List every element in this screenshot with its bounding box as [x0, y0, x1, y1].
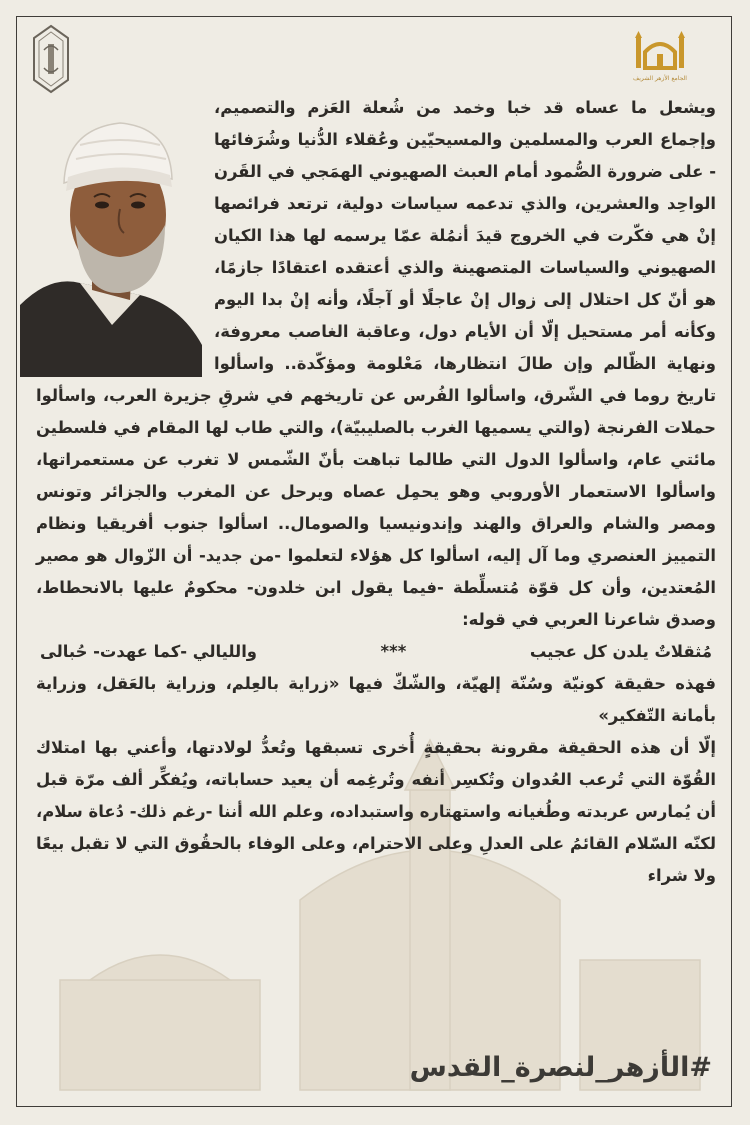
- logo-caption: الجامع الأزهر الشريف: [633, 75, 687, 82]
- al-azhar-mosque-logo-icon: [630, 30, 690, 70]
- poem-right-hemistich: مُثقلاتٌ يلدن كل عجيب: [529, 642, 712, 661]
- al-azhar-mosque-logo: [600, 30, 720, 82]
- campaign-hashtag: #الأزهر_لنصرة_القدس: [409, 1052, 712, 1083]
- poem-verse: [36, 636, 716, 668]
- al-azhar-seal-icon: [28, 24, 74, 98]
- article-paragraph: فهذه حقيقة كونيّة وسُنّة إلهيّة، والشّكّ فيها «زراية بالعِلم، وزراية بالعَقل، وزراية بأمانة التّفكير»: [36, 674, 716, 725]
- poem-separator: ***: [380, 642, 407, 661]
- poem-left-hemistich: والليالي -كما عهدت- حُبالى: [40, 642, 257, 661]
- article-body: [36, 92, 716, 892]
- portrait-spacer: [36, 92, 214, 372]
- article-paragraph: ويشعل ما عساه قد خبا وخمد من شُعلة العَزم والتصميم، وإجماع العرب والمسلمين والمسيحيّين وعُقلاء الدُّنيا وشُرَفائها - على ضرورة الصُّمود أمام العبث الصهيوني الهمَجي في القَرن الواحِد والعشرين، والذي تدعمه سياسات دولية، ترتعد فرائصها إنْ هي فكّرت في الخروج قيدَ أنمُلة عمّا يرسمه لها هذا الكيان الصهيوني والسياسات المتصهينة والذي أعتقده اعتقادًا جازمًا، هو أنّ كل احتلال إلى زوال إنْ عاجلًا أو آجلًا، وأنه إنْ بدا اليوم وكأنه أمر مستحيل إلّا أن الأيام دول، وعاقبة الغاصب معروفة، ونهاية الظّالم وإن طالَ انتظارها، مَعْلومة ومؤكّدة.. واسألوا تاريخ روما في الشّرق، واسألوا الفُرس عن تاريخهم في شرقِ جزيرة العرب، واسألوا حملات الفرنجة (والتي يسميها الغرب بالصليبيّة)، والتي طاب لها المقام في فلسطين مائتي عام، واسألوا الدول التي طالما تباهت بأنّ الشّمس لا تغرب عن مستعمراتها، واسألوا الاستعمار الأوروبي وهو يحمِل عصاه ويرحل عن المغرب والجزائر وتونس ومصر والشام والعراق والهند وإندونيسيا والصومال.. اسألوا جنوب أفريقيا ونظام التمييز العنصري وما آل إليه، اسألوا كل هؤلاء لتعلموا -من جديد- أن الزّوال هو مصير المُعتدين، وأن كل قوّة مُتسلِّطة -فيما يقول ابن خلدون- محكومٌ عليها بالانحطاط، وصدق شاعرنا العربي في قوله:: [36, 98, 716, 629]
- article-paragraph: إلّا أن هذه الحقيقة مقرونة بحقيقةٍ أُخرى تسبقها وتُعدُّ لولادتها، وأعني بها امتلاك القُوّة التي تُرعب العُدوان وتُكسِر أنفه وتُرغِمه أن يعيد حساباته، ويُفكِّر ألف مرّة قبل أن يُمارس عربدته وطُغيانه واستهتاره واستبداده، وعلم الله أننا -رغم ذلك- دُعاة سلام، لكنّه السّلام القائمُ على العدلِ وعلى الاحترام، وعلى الوفاء بالحقُوق التي لا تقبل بيعًا ولا شراء: [36, 738, 716, 885]
